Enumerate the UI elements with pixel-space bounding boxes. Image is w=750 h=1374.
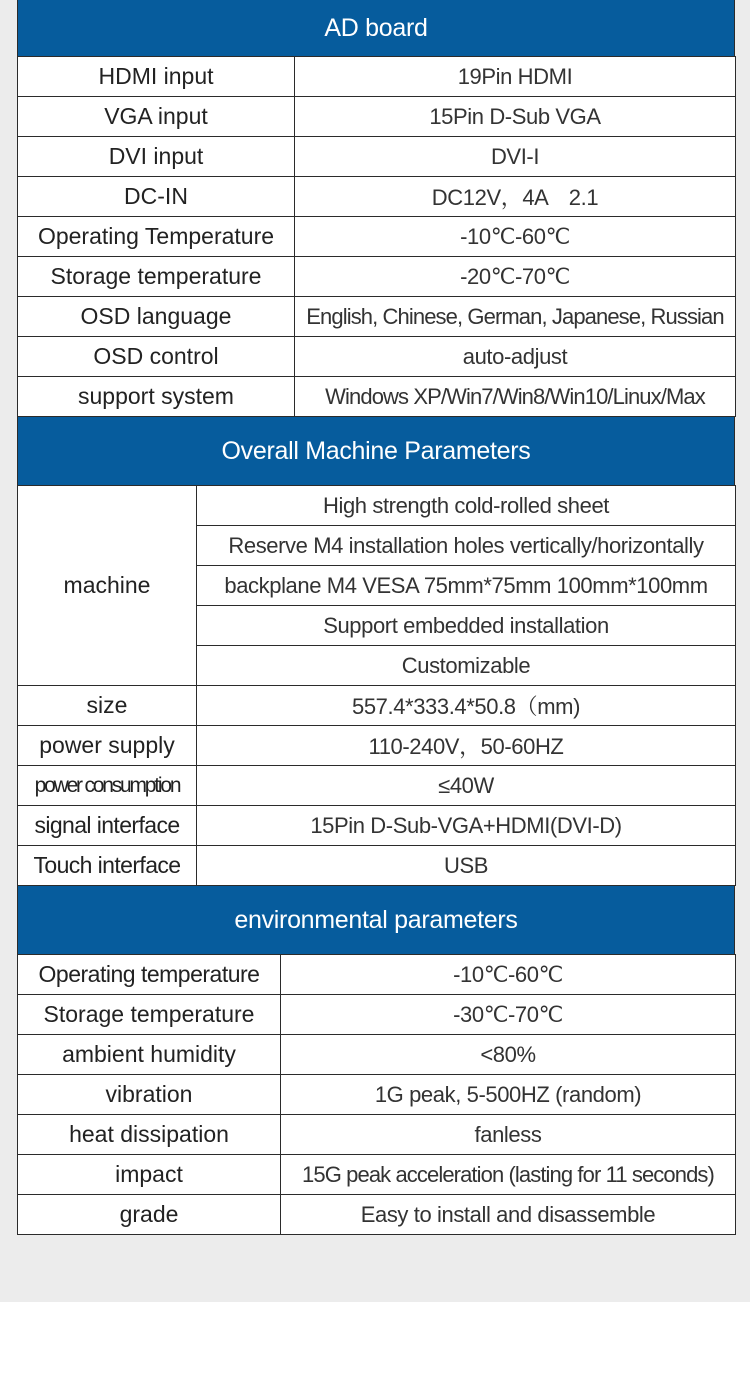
table-row: [18, 217, 736, 257]
spec-label: grade: [18, 1195, 281, 1235]
spec-value: DVI-I: [295, 137, 736, 177]
table-row: [18, 57, 736, 97]
table-row: [18, 995, 736, 1035]
spec-label: Operating temperature: [18, 955, 281, 995]
spec-value: Windows XP/Win7/Win8/Win10/Linux/Max: [295, 377, 736, 417]
spec-value: -10℃-60℃: [281, 955, 736, 995]
table-row: [18, 137, 736, 177]
spec-label: DVI input: [18, 137, 295, 177]
table-row: [18, 97, 736, 137]
spec-label: support system: [18, 377, 295, 417]
table-row: [18, 486, 736, 526]
spec-value: fanless: [281, 1115, 736, 1155]
table-row: [18, 1075, 736, 1115]
table-row: [18, 726, 736, 766]
spec-value: Support embedded installation: [197, 606, 736, 646]
table-row: [18, 257, 736, 297]
spec-value: 15Pin D-Sub-VGA+HDMI(DVI-D): [197, 806, 736, 846]
spec-label: HDMI input: [18, 57, 295, 97]
spec-value: 19Pin HDMI: [295, 57, 736, 97]
spec-label: Storage temperature: [18, 995, 281, 1035]
spec-label: ambient humidity: [18, 1035, 281, 1075]
spec-value: USB: [197, 846, 736, 886]
spec-label: vibration: [18, 1075, 281, 1115]
ad-board-table: [17, 56, 736, 417]
spec-value: -20℃-70℃: [295, 257, 736, 297]
table-row: [18, 177, 736, 217]
spec-value: Customizable: [197, 646, 736, 686]
spec-sheet: [17, 0, 735, 1235]
spec-label: Storage temperature: [18, 257, 295, 297]
spec-label: OSD language: [18, 297, 295, 337]
spec-value: <80%: [281, 1035, 736, 1075]
spec-label: impact: [18, 1155, 281, 1195]
spec-value: ≤40W: [197, 766, 736, 806]
spec-value: High strength cold-rolled sheet: [197, 486, 736, 526]
table-row: [18, 1195, 736, 1235]
spec-value: Reserve M4 installation holes vertically/horizontally: [197, 526, 736, 566]
spec-label: power consumption: [18, 766, 197, 806]
table-row: [18, 686, 736, 726]
spec-value: -30℃-70℃: [281, 995, 736, 1035]
table-row: [18, 1155, 736, 1195]
spec-value: 15G peak acceleration (lasting for 11 seconds): [281, 1155, 736, 1195]
spec-value: Easy to install and disassemble: [281, 1195, 736, 1235]
spec-label: Touch interface: [18, 846, 197, 886]
section-title-environmental: environmental parameters: [17, 886, 735, 954]
spec-label: heat dissipation: [18, 1115, 281, 1155]
spec-value: DC12V，4A 2.1: [295, 177, 736, 217]
spec-value: 15Pin D-Sub VGA: [295, 97, 736, 137]
table-row: [18, 1035, 736, 1075]
spec-value: 1G peak, 5-500HZ (random): [281, 1075, 736, 1115]
table-row: [18, 297, 736, 337]
table-row: [18, 1115, 736, 1155]
environmental-table: [17, 954, 736, 1235]
spec-label: Operating Temperature: [18, 217, 295, 257]
spec-label-machine: machine: [18, 486, 197, 686]
spec-value: auto-adjust: [295, 337, 736, 377]
spec-label: DC-IN: [18, 177, 295, 217]
table-row: [18, 337, 736, 377]
spec-label: VGA input: [18, 97, 295, 137]
spec-value: 557.4*333.4*50.8（mm): [197, 686, 736, 726]
spec-label: size: [18, 686, 197, 726]
table-row: [18, 846, 736, 886]
spec-label: OSD control: [18, 337, 295, 377]
spec-label: signal interface: [18, 806, 197, 846]
spec-value: backplane M4 VESA 75mm*75mm 100mm*100mm: [197, 566, 736, 606]
table-row: [18, 766, 736, 806]
spec-value: 110-240V，50-60HZ: [197, 726, 736, 766]
section-title-ad-board: AD board: [17, 0, 735, 56]
spec-value: -10℃-60℃: [295, 217, 736, 257]
machine-table: [17, 485, 736, 886]
table-row: [18, 377, 736, 417]
spec-label: power supply: [18, 726, 197, 766]
section-title-overall-machine: Overall Machine Parameters: [17, 417, 735, 485]
table-row: [18, 806, 736, 846]
table-row: [18, 955, 736, 995]
spec-value: English, Chinese, German, Japanese, Russian: [295, 297, 736, 337]
